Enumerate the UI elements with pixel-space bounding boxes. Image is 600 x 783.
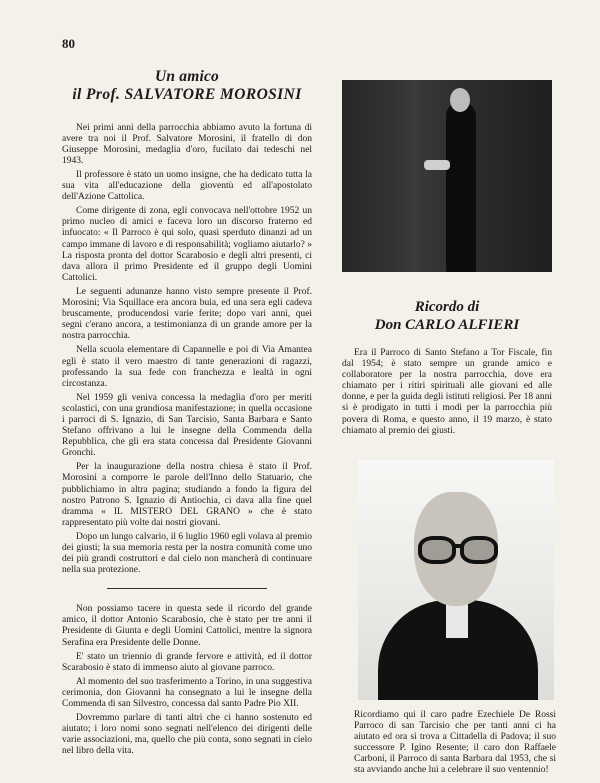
subtitle-line-1: Ricordo di <box>414 299 480 315</box>
glasses-bridge <box>452 544 464 548</box>
paragraph: Il professore è stato un uomo insigne, che ha dedicato tutta la sua vita all'educazione della gioventù ed all'apostolato dell'Azione Cattolica. <box>62 170 312 203</box>
paragraph: Non possiamo tacere in questa sede il ricordo del grande amico, il dottor Antonio Scarabosio, che è stato per tre anni il Presidente di Giunta e degli Uomini Cattolici, mentre la signora Serafina era Presidente delle Donne. <box>62 604 312 648</box>
paragraph: Nella scuola elementare di Capannelle e poi di Via Amantea egli è stato il vero maestro di tante generazioni di ragazzi, professando la sua fede con franchezza e lealtà in ogni circostanza. <box>62 345 312 389</box>
title-line-2: il Prof. SALVATORE MOROSINI <box>72 85 302 103</box>
paragraph: Le seguenti adunanze hanno visto sempre presente il Prof. Morosini; Via Squillace era ancora buia, ed una sera egli cadeva bruscamente, producendosi varie ferite; dopo vari anni, quei segni c'erano ancora, a testimonianza di un grande amore per la nostra parrocchia. <box>62 286 312 342</box>
paragraph: Per la inaugurazione della nostra chiesa è stato il Prof. Morosini a comporre le parole dell'Inno dello Statuario, che pubblichiamo in altra pagina; studiando a fondo la figura del nostro Patrono S. Ignazio di Antiochia, ci dava alla fine quel dramma « IL MISTERO DEL GRANO » che è stato rappresentato più volte dai nostri giovani. <box>62 462 312 528</box>
paragraph-alfieri: Era il Parroco di Santo Stefano a Tor Fiscale, fin dal 1954; è stato sempre un grande amico e collaboratore per la nostra parrocchia, dove era chiamato per i ritiri spirituali alle giovani ed alle donne, e per la guida degli istituti religiosi. Per 18 anni si è prodigato in tutti i modi per la parrocchia più povera di Roma, e questo anno, il 19 marzo, è stato chiamato al premio dei giusti. <box>342 348 552 436</box>
paragraph: Dopo un lungo calvario, il 6 luglio 1960 egli volava al premio dei giusti; la sua memoria resta per la nostra comunità come uno dei più grandi costruttori e dal cielo non mancherà di continuare nella sua protezione. <box>62 531 312 576</box>
article-title-morosini <box>62 68 312 104</box>
glasses-right-lens <box>460 536 498 564</box>
figure-head <box>450 88 470 112</box>
glasses-left-lens <box>418 536 456 564</box>
subtitle-line-2: Don CARLO ALFIERI <box>374 317 520 333</box>
paragraph: Dovremmo parlare di tanti altri che ci hanno sostenuto ed aiutato; i loro nomi sono segnati nell'elenco dei dirigenti delle varie associazioni, ma, quello che più conta, sono segnati in cielo nel libro della vita. <box>62 713 312 757</box>
section-divider <box>107 588 267 589</box>
paragraph: Nel 1959 gli veniva concessa la medaglia d'oro per meriti scolastici, con una grandiosa manifestazione; in quella occasione i parroci di S. Ignazio, di San Tarcisio, Santa Barbara e Santo Stefano offrivano a lui le insegne della Commenda della Repubblica, che gli era stata concessa dal Presidente Giovanni Gronchi. <box>62 392 312 459</box>
portrait-photo-priest <box>358 460 554 700</box>
title-line-1: Un amico <box>154 68 220 85</box>
photo-caption: Ricordiamo qui il caro padre Ezechiele De Rossi Parroco di san Tarcisio che per tanti anni ci ha aiutato ed ora si trova a Cittadella di Padova; il suo successore P. Igino Resente; il caro don Raffaele Carboni, il Parroco di santa Barbara dal 1953, che si sta avviando anche lui a celebrare il suo ventennio! <box>354 709 556 776</box>
figure-silhouette <box>446 102 476 272</box>
right-column <box>342 80 556 776</box>
paragraph: Al momento del suo trasferimento a Torino, in una suggestiva cerimonia, don Giovanni ha consegnato a lui le insegne della Commenda di san Silvestro, concessa dal santo Padre Pio XII. <box>62 676 312 710</box>
photo-speaker-at-podium <box>342 80 552 272</box>
figure-hands <box>424 160 450 170</box>
page-number: 80 <box>62 36 75 51</box>
paragraph: Come dirigente di zona, egli convocava nell'ottobre 1952 un primo nucleo di amici e faceva loro un discorso fraterno ed infuocato: « Il Parroco è qui solo, quasi sperduto dinanzi ad un campo immane di lavoro e di responsabilità; vogliamo aiutarlo? » La risposta pronta del dottor Scarabosio e degli altri presenti, ci dava allora il primo Presidente ed il gruppo degli Uomini Cattolici. <box>62 206 312 283</box>
paragraph: Nei primi anni della parrocchia abbiamo avuto la fortuna di avere tra noi il Prof. Salvatore Morosini, il fratello di don Giuseppe Morosini, medaglia d'oro, fucilato dai tedeschi nel 1943. <box>62 122 312 166</box>
paragraph: E' stato un triennio di grande fervore e attività, ed il dottor Scarabosio è stato di immenso aiuto al giovane parroco. <box>62 651 312 673</box>
left-column <box>62 68 312 761</box>
article-title-alfieri <box>342 298 552 334</box>
